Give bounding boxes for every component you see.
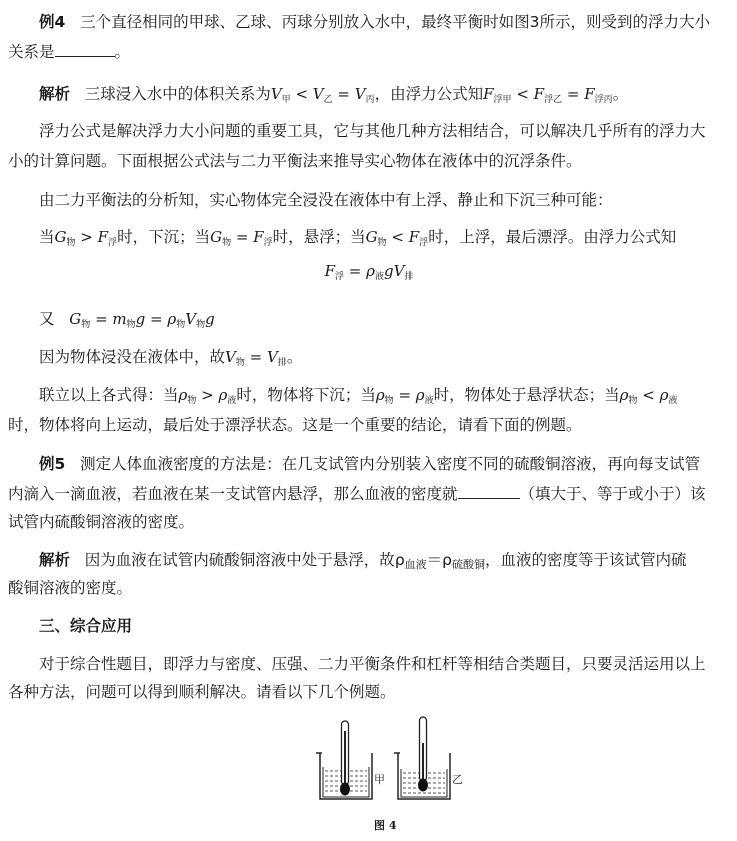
example-5-line3: 试管内硫酸铜溶液的密度。 (8, 513, 195, 531)
answer-blank (55, 42, 115, 57)
paragraph-6-line1: 对于综合性题目，即浮力与密度、压强、二力平衡条件和杠杆等相结合类题目，只要灵活运用以上 (39, 655, 706, 673)
force-relation: $F_{浮甲} < F_{浮乙} = F_{浮丙}$ (483, 85, 613, 105)
example-5-line1: 例5 测定人体血液密度的方法是：在几支试管内分别装入密度不同的硫酸铜溶液，再向每支试管 (39, 455, 701, 473)
example-4-label: 例4 (39, 13, 66, 31)
paragraph-4: 因为物体浸没在液体中，故$V_物 = V_排$。 (39, 348, 303, 368)
paragraph-1-line2: 小的计算问题。下面根据公式法与二力平衡法来推导实心物体在液体中的沉浮条件。 (8, 152, 582, 170)
example-5-line2: 内滴入一滴血液，若血液在某一支试管内悬浮，那么血液的密度就 （填大于、等于或小于）该 (8, 485, 706, 503)
label-b: 乙 (452, 773, 463, 786)
section-3-title: 三、综合应用 (39, 617, 133, 635)
label-a: 甲 (374, 773, 385, 786)
paragraph-5-line2: 时，物体将向上运动，最后处于漂浮状态。这是一个重要的结论，请看下面的例题。 (8, 416, 582, 434)
example-4-line2: 关系是 。 (8, 43, 131, 61)
paragraph-5-line1: 联立以上各式得：当$\rho_物 > \rho_液$时，物体将下沉；当$\rho_物 = \rho_液$时，物体处于悬浮状态；当$\rho_物 < \rho_液$ (39, 386, 678, 406)
figure-caption: 图 4 (374, 819, 397, 832)
example-5-label: 例5 (39, 455, 66, 473)
analysis-5-label: 解析 (39, 551, 71, 569)
analysis-5-line2: 酸铜溶液的密度。 (8, 579, 133, 597)
buoyancy-formula: $F_浮 = \rho_液gV_排$ (324, 262, 414, 282)
analysis-4-label: 解析 (39, 85, 71, 103)
analysis-4: 解析 三球浸入水中的体积关系为$V_甲 < V_乙 = V_丙$，由浮力公式知$F_{浮甲} < F_{浮乙} = F_{浮丙}$。 (39, 85, 629, 105)
thermometer-a (340, 721, 350, 796)
volume-relation: $V_甲 < V_乙 = V_丙$ (270, 85, 375, 105)
example-4-line1: 例4 三个直径相同的甲球、乙球、丙球分别放入水中，最终平衡时如图3所示，则受到的浮力大小 (39, 13, 710, 31)
paragraph-6-line2: 各种方法，问题可以得到顺利解决。请看以下几个例题。 (8, 683, 396, 701)
paragraph-2: 由二力平衡法的分析知，实心物体完全浸没在液体中有上浮、静止和下沉三种可能： (39, 191, 613, 209)
thermometer-b (418, 717, 428, 792)
sink-float-conditions: 当$G_物 > F_浮$时，下沉；当$G_物 = F_浮$时，悬浮；当$G_物 < F_浮$时，上浮，最后漂浮。由浮力公式知 (39, 228, 677, 248)
weight-formula: 又 $G_物 = m_物g = \rho_物V_物g$ (39, 310, 215, 330)
analysis-5-line1: 解析 因为血液在试管内硫酸铜溶液中处于悬浮，故ρ血液＝ρ硫酸铜，血液的密度等于该试管内硫 (39, 551, 687, 571)
answer-blank (458, 484, 520, 499)
paragraph-1-line1: 浮力公式是解决浮力大小问题的重要工具，它与其他几种方法相结合，可以解决几乎所有的浮力大 (39, 122, 706, 140)
